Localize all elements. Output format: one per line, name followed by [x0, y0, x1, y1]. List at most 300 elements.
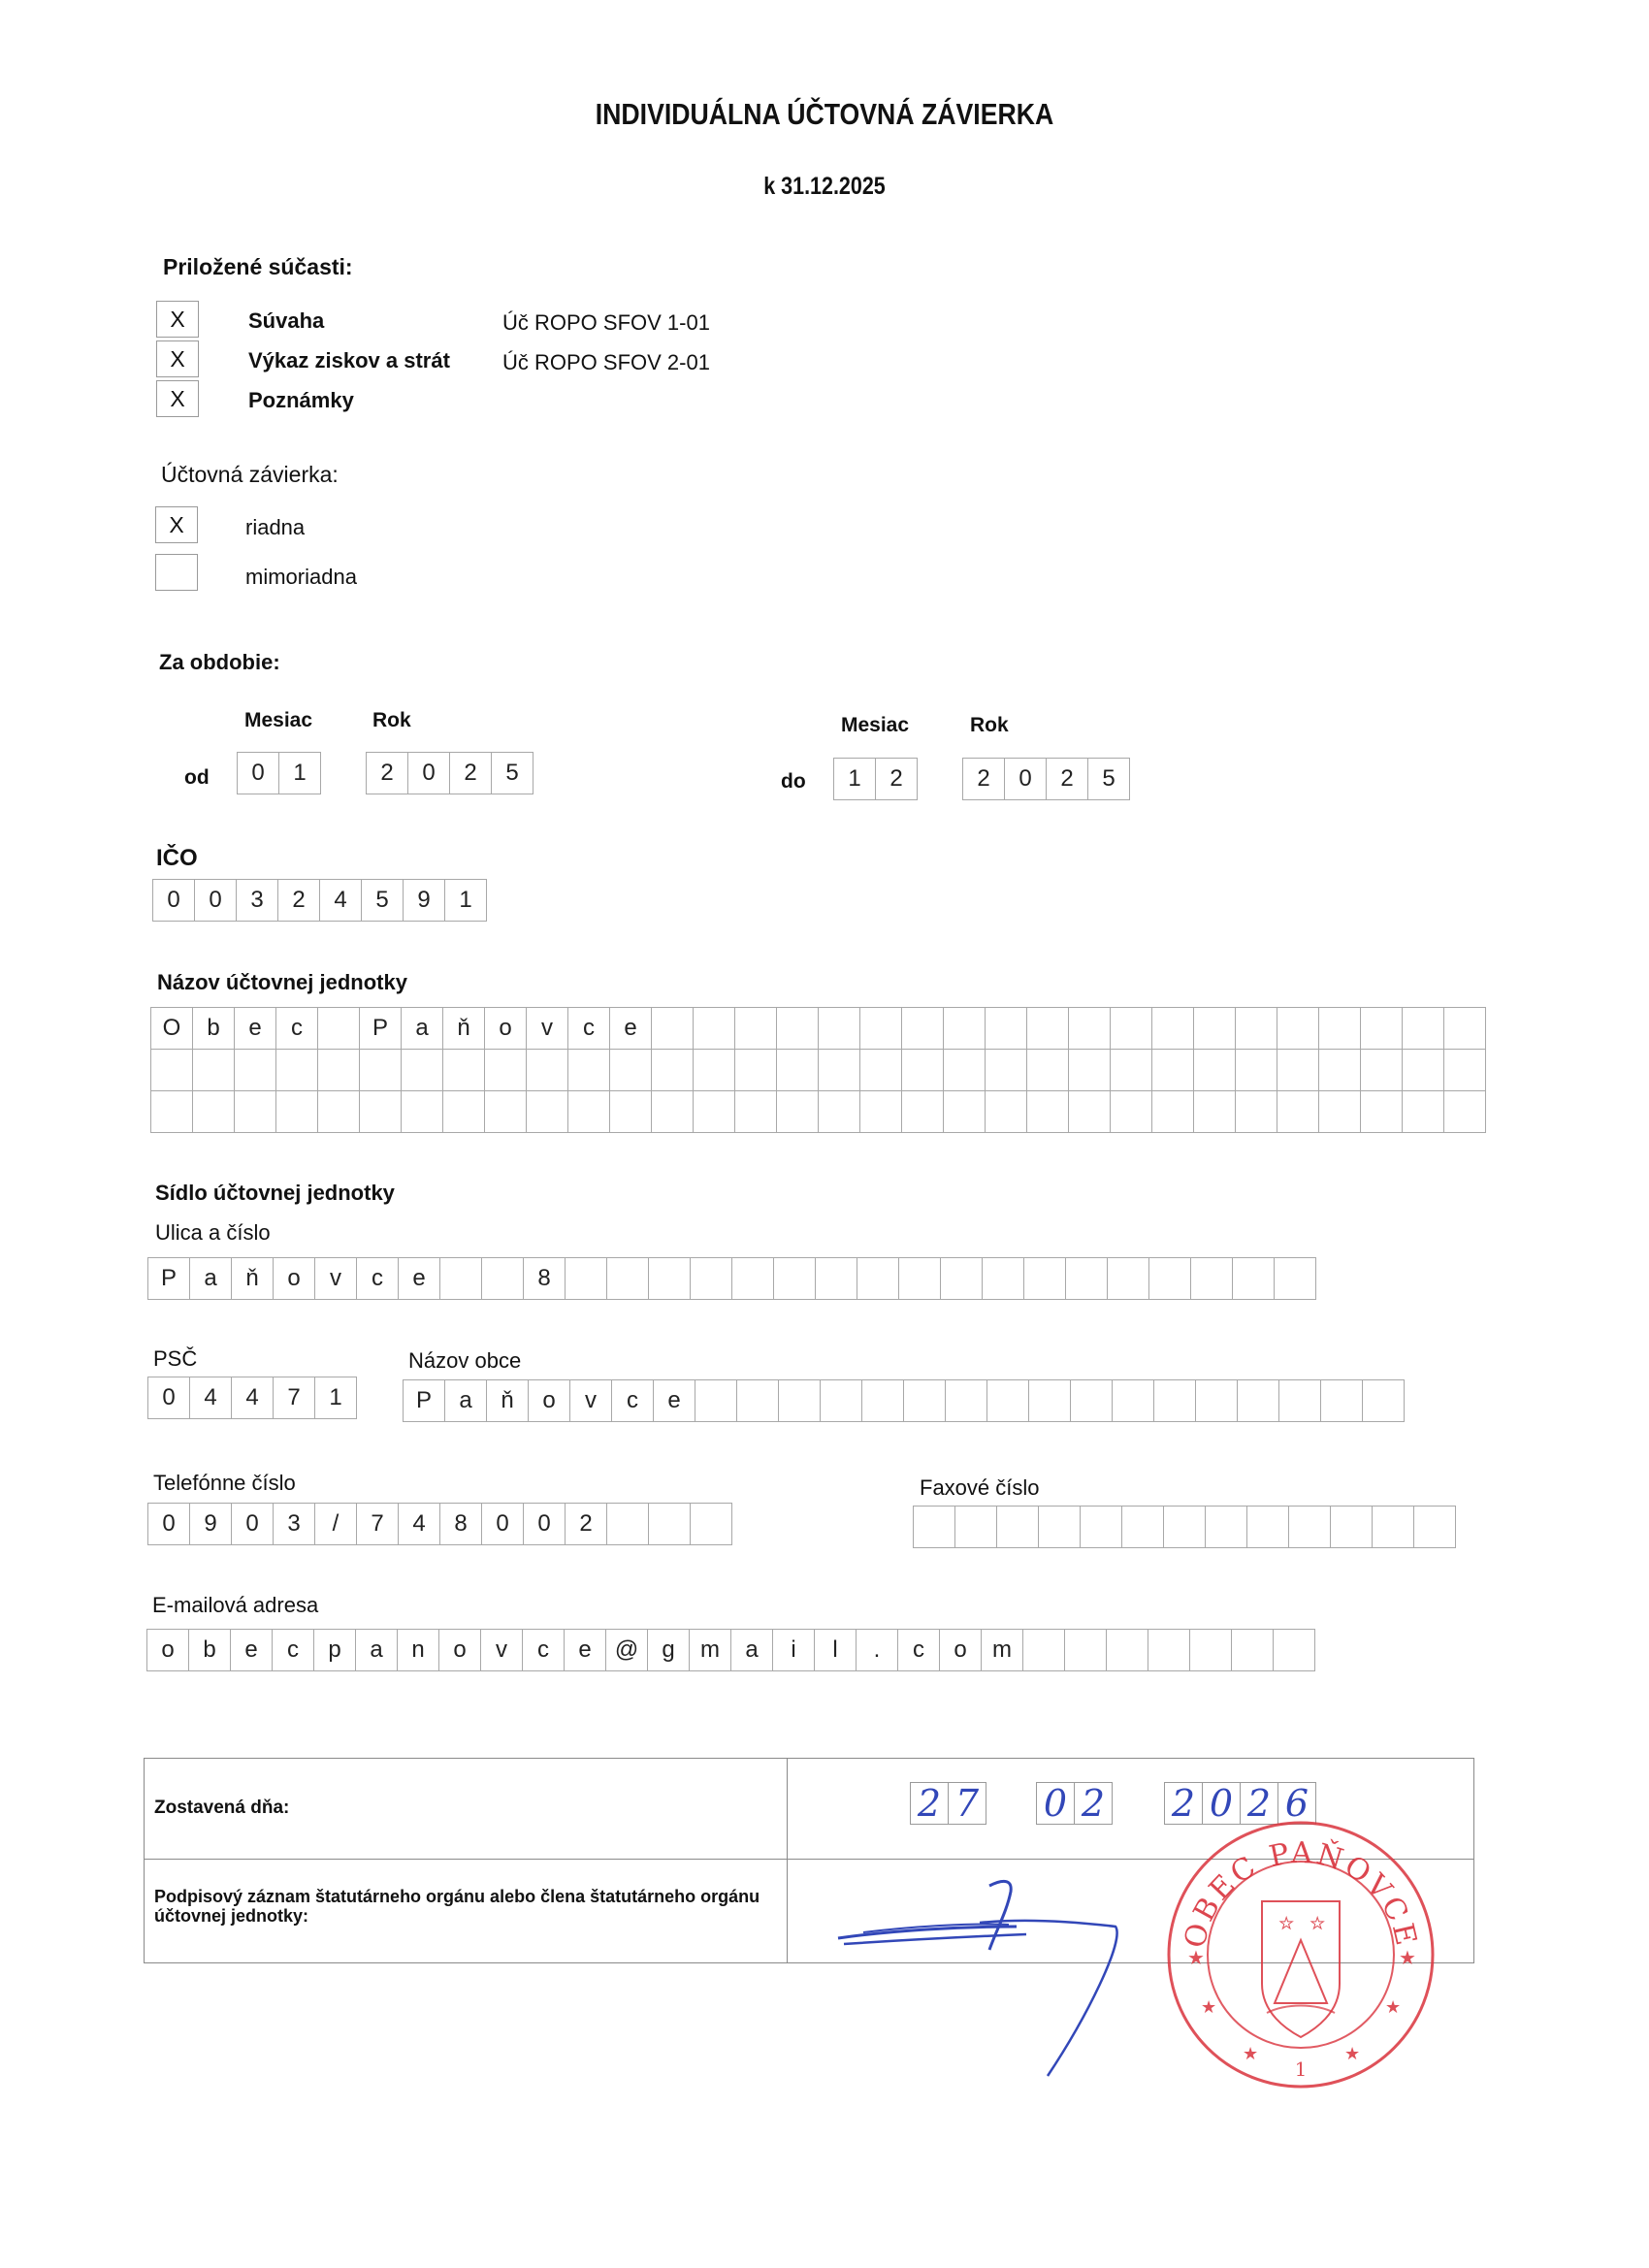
char-cell[interactable] [484, 1049, 527, 1091]
star-icon: ★ [1399, 1948, 1416, 1969]
char-cell[interactable] [1190, 1257, 1233, 1300]
period-from-month [238, 753, 321, 794]
char-cell[interactable]: P [147, 1257, 190, 1300]
char-cell[interactable]: c [567, 1007, 610, 1050]
char-cell[interactable] [1193, 1049, 1236, 1091]
char-cell[interactable] [1402, 1007, 1444, 1050]
digit-cell[interactable]: 2 [962, 758, 1005, 800]
char-cell[interactable]: 0 [152, 879, 195, 922]
char-cell[interactable] [606, 1257, 649, 1300]
char-cell[interactable] [818, 1090, 860, 1133]
char-cell[interactable]: 3 [273, 1503, 315, 1545]
char-cell[interactable] [1231, 1629, 1274, 1671]
compiled-day[interactable] [911, 1782, 986, 1825]
char-cell[interactable] [567, 1090, 610, 1133]
ico-field[interactable] [153, 880, 487, 922]
char-cell[interactable] [565, 1257, 607, 1300]
name-field[interactable] [151, 1008, 1486, 1133]
char-cell[interactable]: ň [231, 1257, 274, 1300]
char-cell[interactable]: 1 [314, 1377, 357, 1419]
char-cell[interactable] [1068, 1007, 1111, 1050]
date-digit: 7 [948, 1782, 986, 1825]
date-digit: 2 [1074, 1782, 1113, 1825]
street-label: Ulica a číslo [155, 1220, 271, 1245]
char-cell[interactable] [609, 1090, 652, 1133]
period-to-month-label: Mesiac [841, 714, 910, 736]
period-to-year [963, 759, 1130, 800]
attachments-heading: Priložené súčasti: [163, 254, 353, 279]
char-cell[interactable]: a [444, 1379, 487, 1422]
char-cell[interactable] [859, 1007, 902, 1050]
char-cell[interactable] [1288, 1506, 1331, 1548]
star-icon: ★ [1344, 2044, 1361, 2063]
char-cell[interactable] [1277, 1090, 1319, 1133]
stamp-text: OBEC PAŇOVCE [1178, 1835, 1424, 1952]
signature-scribble [834, 1872, 1145, 2095]
char-cell[interactable]: l [814, 1629, 857, 1671]
char-cell[interactable] [1112, 1379, 1154, 1422]
attachment-code-pl: Úč ROPO SFOV 2-01 [502, 350, 710, 374]
char-cell[interactable]: a [355, 1629, 398, 1671]
char-cell[interactable] [913, 1506, 955, 1548]
char-cell[interactable] [651, 1007, 694, 1050]
char-cell[interactable] [275, 1090, 318, 1133]
char-cell[interactable] [690, 1257, 732, 1300]
char-cell[interactable]: b [192, 1007, 235, 1050]
char-cell[interactable]: 2 [277, 879, 320, 922]
closing-label-regular: riadna [245, 515, 306, 539]
char-cell[interactable]: 3 [236, 879, 278, 922]
char-cell[interactable] [1148, 1257, 1191, 1300]
char-cell[interactable] [1318, 1049, 1361, 1091]
char-cell[interactable]: 0 [194, 879, 237, 922]
char-cell[interactable] [192, 1090, 235, 1133]
char-cell[interactable] [815, 1257, 857, 1300]
char-cell[interactable] [776, 1049, 819, 1091]
char-cell[interactable]: 0 [481, 1503, 524, 1545]
date-digit: 0 [1202, 1782, 1241, 1825]
char-cell[interactable]: v [526, 1007, 568, 1050]
char-cell[interactable] [1026, 1007, 1069, 1050]
char-cell[interactable]: 4 [319, 879, 362, 922]
char-cell[interactable]: m [981, 1629, 1023, 1671]
char-cell[interactable] [484, 1090, 527, 1133]
phone-label: Telefónne číslo [153, 1471, 296, 1495]
char-cell[interactable] [736, 1379, 779, 1422]
char-cell[interactable] [1372, 1506, 1414, 1548]
date-digit: 2 [1164, 1782, 1203, 1825]
date-digit: 0 [1036, 1782, 1075, 1825]
char-cell[interactable]: 8 [439, 1503, 482, 1545]
attachment-code-balance: Úč ROPO SFOV 1-01 [502, 310, 710, 335]
char-cell[interactable]: e [230, 1629, 273, 1671]
email-field[interactable] [147, 1630, 1315, 1671]
char-cell[interactable] [1064, 1629, 1107, 1671]
street-field[interactable] [148, 1258, 1316, 1300]
char-cell[interactable] [651, 1049, 694, 1091]
char-cell[interactable]: e [234, 1007, 276, 1050]
closing-heading: Účtovná závierka: [161, 462, 339, 487]
official-stamp [1160, 1814, 1441, 2095]
char-cell[interactable] [1273, 1629, 1315, 1671]
digit-cell[interactable]: 2 [1046, 758, 1088, 800]
char-cell[interactable] [818, 1007, 860, 1050]
char-cell[interactable]: p [313, 1629, 356, 1671]
char-cell[interactable]: m [689, 1629, 731, 1671]
char-cell[interactable] [1320, 1379, 1363, 1422]
date-digit: 2 [1240, 1782, 1278, 1825]
digit-cell[interactable]: 0 [1004, 758, 1047, 800]
char-cell[interactable] [150, 1090, 193, 1133]
char-cell[interactable] [954, 1506, 997, 1548]
seat-heading: Sídlo účtovnej jednotky [155, 1181, 395, 1205]
char-cell[interactable] [1151, 1049, 1194, 1091]
signature-label: Podpisový záznam štatutárneho orgánu alebo člena štatutárneho orgánu účtovnej jednotky: [154, 1887, 760, 1926]
closing-checkbox-regular[interactable]: X [155, 506, 198, 543]
digit-cell[interactable]: 2 [449, 752, 492, 794]
char-cell[interactable]: b [188, 1629, 231, 1671]
char-cell[interactable] [234, 1049, 276, 1091]
char-cell[interactable] [982, 1257, 1024, 1300]
digit-cell[interactable]: 5 [1087, 758, 1130, 800]
char-cell[interactable] [1235, 1090, 1277, 1133]
attachment-checkbox-pl[interactable]: X [156, 340, 199, 377]
char-cell[interactable] [996, 1506, 1039, 1548]
char-cell[interactable]: ň [486, 1379, 529, 1422]
period-from-month-label: Mesiac [244, 709, 313, 731]
name-label: Názov účtovnej jednotky [157, 970, 407, 994]
digit-cell[interactable]: 5 [491, 752, 534, 794]
phone-field[interactable] [148, 1504, 732, 1545]
char-cell[interactable] [985, 1049, 1027, 1091]
char-cell[interactable]: ň [442, 1007, 485, 1050]
char-cell[interactable] [859, 1090, 902, 1133]
ico-label: IČO [156, 845, 198, 871]
char-cell[interactable] [606, 1503, 649, 1545]
fax-label: Faxové číslo [920, 1475, 1040, 1500]
char-cell[interactable] [1235, 1049, 1277, 1091]
char-cell[interactable]: 9 [189, 1503, 232, 1545]
char-cell[interactable] [609, 1049, 652, 1091]
char-cell[interactable] [1110, 1090, 1152, 1133]
char-cell[interactable] [1189, 1629, 1232, 1671]
form-title: INDIVIDUÁLNA ÚČTOVNÁ ZÁVIERKA [595, 97, 1054, 131]
char-cell[interactable] [481, 1257, 524, 1300]
digit-cell[interactable]: 0 [407, 752, 450, 794]
char-cell[interactable] [1163, 1506, 1206, 1548]
char-cell[interactable] [859, 1049, 902, 1091]
form-subtitle-date: k 31.12.2025 [763, 173, 886, 200]
char-cell[interactable] [1274, 1257, 1316, 1300]
char-cell[interactable] [1110, 1049, 1152, 1091]
char-cell[interactable] [401, 1049, 443, 1091]
char-cell[interactable]: v [569, 1379, 612, 1422]
char-cell[interactable] [1360, 1049, 1403, 1091]
closing-label-extraordinary: mimoriadna [245, 565, 357, 589]
char-cell[interactable] [1443, 1007, 1486, 1050]
char-cell[interactable] [901, 1049, 944, 1091]
compiled-month[interactable] [1037, 1782, 1113, 1825]
char-cell[interactable] [1193, 1007, 1236, 1050]
char-cell[interactable] [695, 1379, 737, 1422]
char-cell[interactable]: P [403, 1379, 445, 1422]
char-cell[interactable]: O [150, 1007, 193, 1050]
char-cell[interactable] [1360, 1007, 1403, 1050]
name-row [151, 1091, 1486, 1133]
char-cell[interactable] [1121, 1506, 1164, 1548]
attachment-label-balance: Súvaha [248, 308, 325, 333]
char-cell[interactable] [359, 1049, 402, 1091]
char-cell[interactable] [439, 1257, 482, 1300]
char-cell[interactable]: c [897, 1629, 940, 1671]
char-cell[interactable] [1246, 1506, 1289, 1548]
char-cell[interactable] [1068, 1049, 1111, 1091]
char-cell[interactable] [1026, 1049, 1069, 1091]
char-cell[interactable] [778, 1379, 821, 1422]
char-cell[interactable] [1068, 1090, 1111, 1133]
char-cell[interactable]: o [273, 1257, 315, 1300]
digit-cell[interactable]: 0 [237, 752, 279, 794]
char-cell[interactable] [1362, 1379, 1405, 1422]
char-cell[interactable]: o [484, 1007, 527, 1050]
char-cell[interactable] [861, 1379, 904, 1422]
char-cell[interactable] [1080, 1506, 1122, 1548]
char-cell[interactable]: 8 [523, 1257, 566, 1300]
city-field[interactable] [404, 1380, 1405, 1422]
char-cell[interactable]: g [647, 1629, 690, 1671]
char-cell[interactable] [648, 1503, 691, 1545]
char-cell[interactable] [731, 1257, 774, 1300]
char-cell[interactable] [1277, 1049, 1319, 1091]
attachment-checkbox-notes[interactable]: X [156, 380, 199, 417]
date-digit: 2 [910, 1782, 949, 1825]
char-cell[interactable]: v [480, 1629, 523, 1671]
char-cell[interactable] [317, 1049, 360, 1091]
star-icon: ★ [1187, 1948, 1205, 1969]
char-cell[interactable] [648, 1257, 691, 1300]
char-cell[interactable]: e [564, 1629, 606, 1671]
char-cell[interactable]: 4 [398, 1503, 440, 1545]
char-cell[interactable]: i [772, 1629, 815, 1671]
char-cell[interactable] [773, 1257, 816, 1300]
attachment-checkbox-balance[interactable]: X [156, 301, 199, 338]
char-cell[interactable] [1278, 1379, 1321, 1422]
char-cell[interactable] [275, 1049, 318, 1091]
char-cell[interactable] [401, 1090, 443, 1133]
char-cell[interactable] [1318, 1090, 1361, 1133]
char-cell[interactable]: o [146, 1629, 189, 1671]
char-cell[interactable] [442, 1049, 485, 1091]
char-cell[interactable] [1065, 1257, 1108, 1300]
char-cell[interactable] [567, 1049, 610, 1091]
char-cell[interactable]: n [397, 1629, 439, 1671]
char-cell[interactable] [898, 1257, 941, 1300]
char-cell[interactable] [526, 1090, 568, 1133]
attachment-label-pl: Výkaz ziskov a strát [248, 348, 450, 373]
char-cell[interactable] [317, 1090, 360, 1133]
char-cell[interactable]: . [856, 1629, 898, 1671]
char-cell[interactable] [693, 1007, 735, 1050]
char-cell[interactable]: e [653, 1379, 695, 1422]
digit-cell[interactable]: 1 [278, 752, 321, 794]
char-cell[interactable] [1195, 1379, 1238, 1422]
digit-cell[interactable]: 2 [366, 752, 408, 794]
fax-field[interactable] [914, 1507, 1456, 1548]
char-cell[interactable] [734, 1090, 777, 1133]
char-cell[interactable]: a [401, 1007, 443, 1050]
char-cell[interactable] [1023, 1257, 1066, 1300]
char-cell[interactable] [1107, 1257, 1149, 1300]
char-cell[interactable] [943, 1007, 986, 1050]
char-cell[interactable]: @ [605, 1629, 648, 1671]
char-cell[interactable] [903, 1379, 946, 1422]
char-cell[interactable] [943, 1049, 986, 1091]
char-cell[interactable] [317, 1007, 360, 1050]
char-cell[interactable] [1443, 1090, 1486, 1133]
star-icon: ★ [1201, 1997, 1217, 2017]
period-from-year [367, 753, 534, 794]
period-from-year-label: Rok [372, 709, 411, 731]
char-cell[interactable]: / [314, 1503, 357, 1545]
email-label: E-mailová adresa [152, 1593, 319, 1617]
period-heading: Za obdobie: [159, 650, 280, 674]
char-cell[interactable] [1330, 1506, 1373, 1548]
char-cell[interactable] [1318, 1007, 1361, 1050]
char-cell[interactable]: c [611, 1379, 654, 1422]
char-cell[interactable] [734, 1007, 777, 1050]
char-cell[interactable] [1232, 1257, 1275, 1300]
char-cell[interactable]: 4 [189, 1377, 232, 1419]
char-cell[interactable] [693, 1049, 735, 1091]
char-cell[interactable]: 0 [147, 1377, 190, 1419]
char-cell[interactable] [1205, 1506, 1247, 1548]
char-cell[interactable]: 1 [444, 879, 487, 922]
period-to-month [834, 759, 918, 800]
char-cell[interactable] [651, 1090, 694, 1133]
char-cell[interactable]: 0 [147, 1503, 190, 1545]
star-icon: ★ [1243, 2044, 1259, 2063]
date-digit: 6 [1277, 1782, 1316, 1825]
char-cell[interactable] [1151, 1090, 1194, 1133]
char-cell[interactable] [1022, 1629, 1065, 1671]
char-cell[interactable] [192, 1049, 235, 1091]
char-cell[interactable] [1402, 1049, 1444, 1091]
char-cell[interactable] [940, 1257, 983, 1300]
digit-cell[interactable]: 1 [833, 758, 876, 800]
char-cell[interactable]: o [939, 1629, 982, 1671]
char-cell[interactable] [776, 1090, 819, 1133]
char-cell[interactable] [693, 1090, 735, 1133]
char-cell[interactable] [526, 1049, 568, 1091]
char-cell[interactable] [690, 1503, 732, 1545]
char-cell[interactable]: 9 [403, 879, 445, 922]
char-cell[interactable] [1360, 1090, 1403, 1133]
star-icon: ★ [1385, 1997, 1402, 2017]
psc-label: PSČ [153, 1346, 198, 1371]
char-cell[interactable] [776, 1007, 819, 1050]
char-cell[interactable] [1151, 1007, 1194, 1050]
char-cell[interactable] [1235, 1007, 1277, 1050]
char-cell[interactable]: c [356, 1257, 399, 1300]
star-icon: ★ [1310, 1916, 1325, 1932]
char-cell[interactable]: 4 [231, 1377, 274, 1419]
char-cell[interactable]: e [609, 1007, 652, 1050]
char-cell[interactable]: e [398, 1257, 440, 1300]
char-cell[interactable] [150, 1049, 193, 1091]
char-cell[interactable] [359, 1090, 402, 1133]
char-cell[interactable] [1277, 1007, 1319, 1050]
char-cell[interactable]: o [438, 1629, 481, 1671]
char-cell[interactable]: 0 [523, 1503, 566, 1545]
char-cell[interactable]: 7 [356, 1503, 399, 1545]
char-cell[interactable]: 5 [361, 879, 404, 922]
char-cell[interactable] [985, 1007, 1027, 1050]
char-cell[interactable]: P [359, 1007, 402, 1050]
char-cell[interactable]: v [314, 1257, 357, 1300]
attachment-label-notes: Poznámky [248, 388, 354, 412]
char-cell[interactable] [985, 1090, 1027, 1133]
char-cell[interactable] [1443, 1049, 1486, 1091]
char-cell[interactable] [945, 1379, 987, 1422]
char-cell[interactable] [1106, 1629, 1148, 1671]
char-cell[interactable] [1110, 1007, 1152, 1050]
char-cell[interactable] [734, 1049, 777, 1091]
char-cell[interactable]: c [522, 1629, 565, 1671]
char-cell[interactable] [1237, 1379, 1279, 1422]
name-row [151, 1008, 1486, 1050]
compiled-label: Zostavená dňa: [154, 1798, 290, 1818]
char-cell[interactable] [1038, 1506, 1081, 1548]
char-cell[interactable]: 2 [565, 1503, 607, 1545]
char-cell[interactable] [857, 1257, 899, 1300]
char-cell[interactable] [1153, 1379, 1196, 1422]
char-cell[interactable] [818, 1049, 860, 1091]
period-to-label: do [781, 770, 806, 793]
char-cell[interactable] [820, 1379, 862, 1422]
char-cell[interactable] [1193, 1090, 1236, 1133]
char-cell[interactable]: a [730, 1629, 773, 1671]
digit-cell[interactable]: 2 [875, 758, 918, 800]
char-cell[interactable] [1028, 1379, 1071, 1422]
city-label: Názov obce [408, 1348, 522, 1373]
star-icon: ★ [1279, 1916, 1294, 1932]
closing-checkbox-extraordinary[interactable] [155, 554, 198, 591]
char-cell[interactable] [986, 1379, 1029, 1422]
char-cell[interactable] [1026, 1090, 1069, 1133]
char-cell[interactable]: c [275, 1007, 318, 1050]
char-cell[interactable] [901, 1090, 944, 1133]
stamp-number: 1 [1294, 2057, 1308, 2081]
char-cell[interactable]: a [189, 1257, 232, 1300]
psc-field[interactable] [148, 1377, 357, 1419]
char-cell[interactable] [901, 1007, 944, 1050]
char-cell[interactable] [1070, 1379, 1113, 1422]
name-row [151, 1050, 1486, 1091]
period-to-year-label: Rok [970, 714, 1009, 736]
char-cell[interactable] [1402, 1090, 1444, 1133]
char-cell[interactable] [1148, 1629, 1190, 1671]
char-cell[interactable] [234, 1090, 276, 1133]
divider [787, 1759, 788, 1962]
char-cell[interactable]: 0 [231, 1503, 274, 1545]
char-cell[interactable]: o [528, 1379, 570, 1422]
char-cell[interactable] [1413, 1506, 1456, 1548]
char-cell[interactable] [442, 1090, 485, 1133]
char-cell[interactable]: c [272, 1629, 314, 1671]
char-cell[interactable] [943, 1090, 986, 1133]
period-from-label: od [184, 766, 210, 789]
char-cell[interactable]: 7 [273, 1377, 315, 1419]
